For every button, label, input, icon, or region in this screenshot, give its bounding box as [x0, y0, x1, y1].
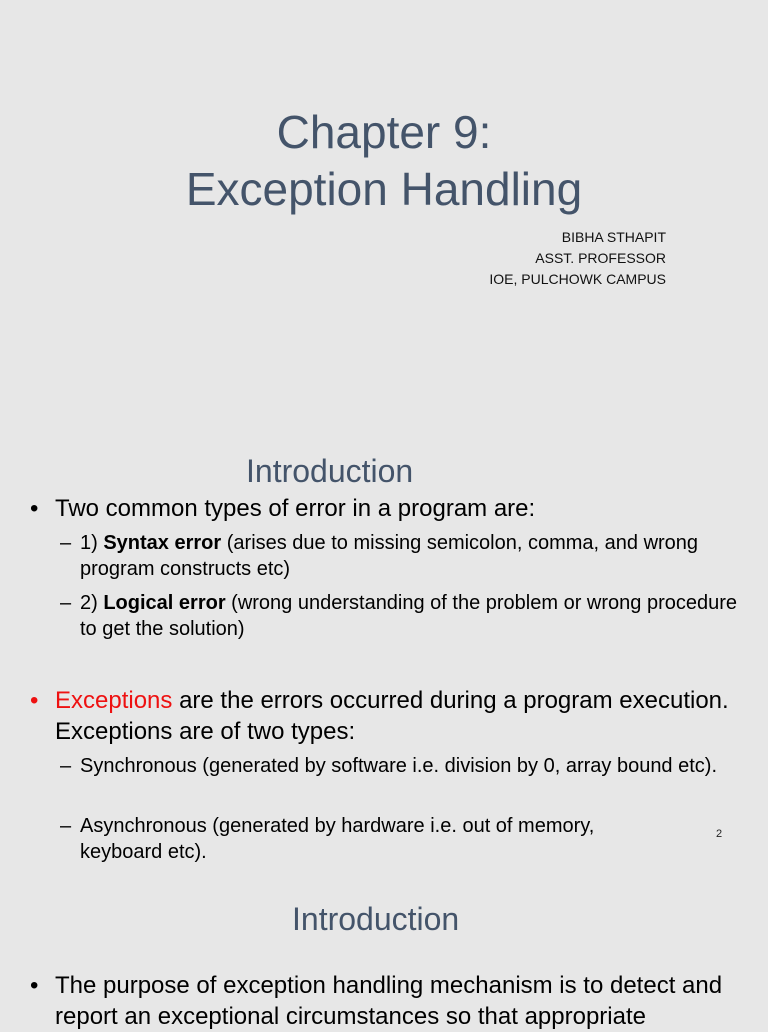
- subitem-prefix: 1): [80, 532, 104, 554]
- dash-marker: –: [60, 532, 72, 554]
- dash-marker: –: [60, 592, 72, 614]
- bullet-error-types: [30, 493, 750, 524]
- subitem-rest: (wrong understanding of the problem or wrong procedure to get the solution): [80, 592, 738, 640]
- subitem-prefix: 2): [80, 592, 104, 614]
- author-block: [489, 227, 666, 290]
- section-heading-introduction: Introduction: [246, 453, 414, 489]
- highlight-exceptions: Exceptions: [55, 687, 173, 714]
- subitem-asynchronous: [60, 813, 660, 865]
- bullet-marker: •: [30, 687, 39, 714]
- bullet-purpose: [30, 970, 750, 1032]
- bullet-text: Two common types of error in a program are:: [55, 495, 536, 522]
- subitem-text: Asynchronous (generated by hardware i.e. out of memory, keyboard etc).: [80, 815, 595, 863]
- subitem-logical-error: [60, 590, 752, 642]
- subitem-synchronous: [60, 753, 752, 779]
- bullet-text: are the errors occurred during a program execution. Exceptions are of two types:: [55, 687, 729, 745]
- subitem-syntax-error: [60, 530, 752, 582]
- chapter-title-line2: Exception Handling: [185, 163, 583, 215]
- bullet-marker: •: [30, 495, 39, 522]
- bullet-marker: •: [30, 972, 39, 999]
- dash-marker: –: [60, 815, 72, 837]
- author-title: ASST. PROFESSOR: [535, 250, 666, 266]
- bullet-exceptions: [30, 685, 750, 747]
- subitem-text: Synchronous (generated by software i.e. division by 0, array bound etc).: [80, 755, 718, 777]
- bullet-text: The purpose of exception handling mechanism is to detect and report an exceptional circumstances so that appropriate: [55, 972, 723, 1030]
- author-name: BIBHA STHAPIT: [561, 229, 666, 245]
- page-number: 2: [716, 828, 723, 840]
- dash-marker: –: [60, 755, 72, 777]
- author-affiliation: IOE, PULCHOWK CAMPUS: [489, 271, 666, 287]
- subitem-bold: Syntax error: [103, 532, 222, 554]
- subitem-bold: Logical error: [103, 592, 226, 614]
- chapter-title-line1: Chapter 9:: [276, 106, 492, 158]
- section-heading-introduction-2: Introduction: [292, 901, 460, 937]
- subitem-rest: (arises due to missing semicolon, comma, and wrong program constructs etc): [80, 532, 699, 580]
